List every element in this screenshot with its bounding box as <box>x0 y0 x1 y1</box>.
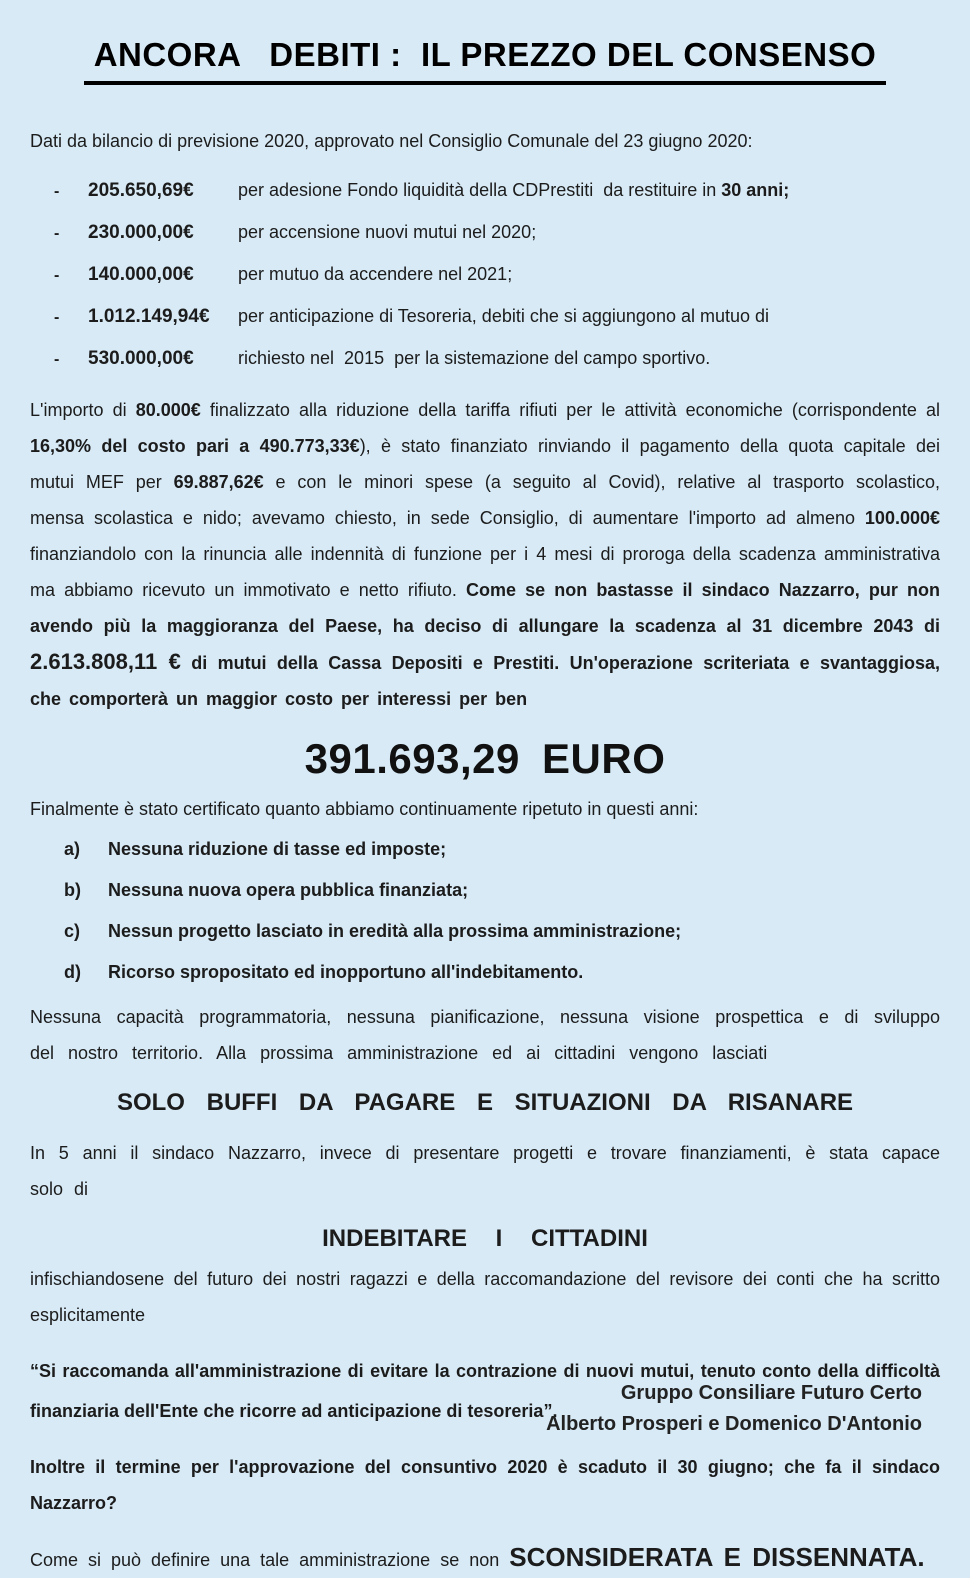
accusation-bold: Come se non bastasse il sindaco Nazzarro, pur non avendo più la maggioranza del Paese, ha deciso di allungare la scadenza al 31 dicembre 2043 di <box>30 580 940 636</box>
signature-block <box>546 1378 922 1440</box>
page-title-text: ANCORA DEBITI : IL PREZZO DEL CONSENSO <box>84 36 887 85</box>
amount-highlight: 16,30% del costo pari a 490.773,33€ <box>30 436 360 456</box>
debt-amount: 1.012.149,94€ <box>88 306 210 327</box>
point-text: Nessun progetto lasciato in eredità alla prossima amministrazione; <box>108 921 682 941</box>
debt-description: per adesione Fondo liquidità della CDPrestiti da restituire in 30 anni; <box>238 180 790 200</box>
five-years-paragraph: In 5 anni il sindaco Nazzarro, invece di presentare progetti e trovare finanziamenti, è stata capace solo di <box>30 1143 940 1199</box>
dash-bullet: - <box>54 225 60 242</box>
amount-highlight-large: 2.613.808,11 € <box>30 649 181 674</box>
closing-line: Come si può definire una tale amministrazione se non SCONSIDERATA E DISSENNATA. <box>30 1542 925 1572</box>
list-item <box>30 952 940 993</box>
debt-description: richiesto nel 2015 per la sistemazione del campo sportivo. <box>238 348 711 368</box>
amount-highlight: 80.000€ <box>135 400 201 420</box>
signature-group: Gruppo Consiliare Futuro Certo <box>620 1382 922 1404</box>
list-item <box>30 170 940 212</box>
dash-bullet: - <box>54 351 60 368</box>
dash-bullet: - <box>54 183 60 200</box>
dash-bullet: - <box>54 309 60 326</box>
list-item <box>30 829 940 870</box>
page-title <box>30 36 940 85</box>
point-text: Ricorso spropositato ed inopportuno all'indebitamento. <box>108 962 584 982</box>
point-marker: b) <box>64 880 81 900</box>
amount-highlight: 100.000€ <box>864 508 940 528</box>
disregard-paragraph: infischiandosene del futuro dei nostri ragazzi e della raccomandazione del revisore dei conti che ha scritto esplicitamente <box>30 1269 940 1325</box>
deadline-paragraph: Inoltre il termine per l'approvazione del consuntivo 2020 è scaduto il 30 giugno; che fa il sindaco Nazzarro? <box>30 1457 940 1513</box>
amount-highlight: 69.887,62€ <box>173 472 264 492</box>
debt-amount: 140.000,00€ <box>88 264 194 285</box>
point-text: Nessuna riduzione di tasse ed imposte; <box>108 839 447 859</box>
dash-bullet: - <box>54 267 60 284</box>
debt-description: per accensione nuovi mutui nel 2020; <box>238 222 537 242</box>
points-list <box>30 829 940 993</box>
point-marker: c) <box>64 921 81 941</box>
auditor-quote: “Si raccomanda all'amministrazione di evitare la contrazione di nuovi mutui, tenuto conto della difficoltà finanziaria dell'Ente che ricorre ad anticipazione di tesoreria”. <box>30 1361 940 1421</box>
debt-amount: 205.650,69€ <box>88 180 194 201</box>
big-total-figure: 391.693,29 EURO <box>304 735 666 782</box>
point-text: Nessuna nuova opera pubblica finanziata; <box>108 880 469 900</box>
debt-description: per mutuo da accendere nel 2021; <box>238 264 513 284</box>
list-item <box>30 212 940 254</box>
headline-indebitare: INDEBITARE I CITTADINI <box>322 1225 648 1252</box>
list-item <box>30 296 940 338</box>
closing-emphasis: SCONSIDERATA E DISSENNATA. <box>509 1542 925 1572</box>
debt-list <box>30 170 940 380</box>
debt-amount: 230.000,00€ <box>88 222 194 243</box>
intro-line: Dati da bilancio di previsione 2020, approvato nel Consiglio Comunale del 23 giugno 2020: <box>30 131 753 151</box>
debt-amount: 530.000,00€ <box>88 348 194 369</box>
debt-description-bold: 30 anni; <box>721 180 790 200</box>
no-planning-paragraph: Nessuna capacità programmatoria, nessuna pianificazione, nessuna visione prospettica e di sviluppo del nostro territorio. Alla prossima amministrazione ed ai cittadini vengono lasciati <box>30 1007 940 1063</box>
certified-line: Finalmente è stato certificato quanto abbiamo continuamente ripetuto in questi anni: <box>30 799 699 819</box>
list-item <box>30 338 940 380</box>
point-marker: d) <box>64 962 81 982</box>
main-paragraph: L'importo di 80.000€ finalizzato alla riduzione della tariffa rifiuti per le attività economiche (corrispondente al 16,30% del costo pari a 490.773,33€), è stato finanziato rinviando il pagamento della quota capitale dei mutui MEF per 69.887,62€ e con le minori spese (a seguito al Covid), relative al trasporto scolastico, mensa scolastica e nido; avevamo chiesto, in sede Consiglio, di aumentare l'importo ad almeno 100.000€ finanziandolo con la rinuncia alle indennità di funzione per i 4 mesi di proroga della scadenza amministrativa ma abbiamo ricevuto un immotivato e netto rifiuto. Come se non bastasse il sindaco Nazzarro, pur non avendo più la maggioranza del Paese, ha deciso di allungare la scadenza al 31 dicembre 2043 di 2.613.808,11 € di mutui della Cassa Depositi e Prestiti. Un'operazione scriteriata e svantaggiosa, che comporterà un maggior costo per interessi per ben <box>30 400 941 709</box>
debt-description: per anticipazione di Tesoreria, debiti che si aggiungono al mutuo di <box>238 306 770 326</box>
list-item <box>30 254 940 296</box>
signature-names: Alberto Prosperi e Domenico D'Antonio <box>546 1413 922 1435</box>
accusation-bold: di mutui della Cassa Depositi e Prestiti. Un'operazione scriteriata e svantaggiosa, che comporterà un maggior costo per interessi per ben <box>30 653 940 709</box>
list-item <box>30 911 940 952</box>
list-item <box>30 870 940 911</box>
headline-solo-buffi: SOLO BUFFI DA PAGARE E SITUAZIONI DA RISANARE <box>116 1089 854 1116</box>
point-marker: a) <box>64 839 81 859</box>
